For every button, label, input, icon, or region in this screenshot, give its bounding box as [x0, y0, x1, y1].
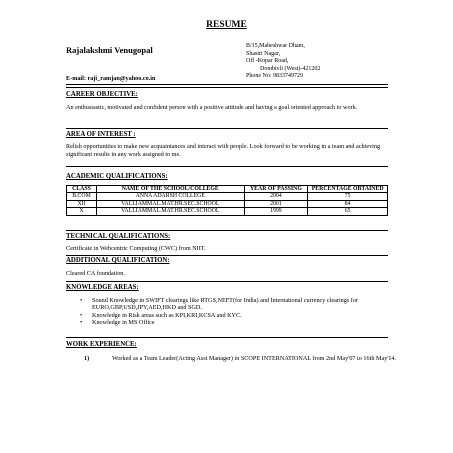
work-experience-heading: WORK EXPERIENCE: [66, 341, 137, 348]
technical-text: Certificate in Webcentric Computing (CWC) from NIIT. [66, 245, 206, 252]
table-cell: B.COM [67, 193, 97, 200]
section-divider [66, 255, 388, 256]
candidate-name: Rajalakshmi Venugopal [66, 45, 153, 55]
table-cell: VALLIAMMAL.MAT.HR.SEC.SCHOOL [96, 208, 244, 215]
email-line: E-mail: raji_ramjan@yahoo.co.in [66, 75, 156, 82]
list-item [80, 312, 400, 319]
bullet-icon: • [80, 311, 83, 319]
table-cell: 2004 [244, 193, 308, 200]
table-cell: XII [67, 200, 97, 207]
technical-heading: TECHNICAL QUALIFICATIONS: [66, 233, 171, 240]
academic-heading: ACADEMIC QUALIFICATIONS: [66, 173, 168, 180]
area-of-interest-heading: AREA OF INTEREST : [66, 131, 136, 138]
address-line: Off -Kopar Road, [246, 58, 289, 64]
table-header-row [67, 186, 388, 193]
list-item [80, 297, 400, 312]
list-item-text: Knowledge in MS Office [92, 319, 155, 327]
table-cell: 2001 [244, 200, 308, 207]
knowledge-list [80, 297, 400, 327]
academic-table [66, 185, 388, 216]
section-divider [66, 230, 388, 231]
address-line: Shastri Nagar, [246, 50, 281, 57]
address-block [246, 43, 320, 81]
work-item-number: 1) [84, 355, 90, 362]
section-divider [66, 281, 388, 282]
work-item [84, 355, 404, 363]
table-cell: 1999 [244, 208, 308, 215]
additional-heading: ADDITIONAL QUALIFICATION: [66, 257, 170, 264]
table-cell: 75 [308, 193, 388, 200]
bullet-icon: • [80, 319, 83, 327]
area-of-interest-text: Relish opportunities to make new acquaintances and interact with people. Look forward to be working in a team and achieving significant results in any work assigned to me. [66, 143, 381, 158]
list-item-text: Sound Knowledge in SWIFT clearings like RTGS,NEFT(for India) and International currency clearings for EURO,GBP,USD,JPY,AED,HKD and SGD. [92, 297, 359, 312]
career-objective-text: An enthusiastic, motivated and confident person with a positive attitude and having a goal oriented approach to work. [66, 104, 358, 111]
resume-title: RESUME [206, 20, 247, 30]
knowledge-heading: KNOWLEDGE AREAS: [66, 284, 139, 291]
table-cell: 65 [308, 208, 388, 215]
table-row [67, 193, 388, 200]
section-divider [66, 128, 388, 129]
column-header: PERCENTAGE OBTAINED [308, 186, 388, 193]
address-line: B/15,Maheshwar Dham, [246, 43, 305, 49]
table-cell: X [67, 208, 97, 215]
column-header: YEAR OF PASSING [244, 186, 308, 193]
list-item-text: Knowledge in Risk areas such as KPI,KRI,KCSA and KYC. [92, 311, 242, 319]
bullet-icon: • [80, 297, 83, 304]
section-divider [66, 337, 388, 338]
column-header: NAME OF THE SCHOOL/COLLEGE [96, 186, 244, 193]
work-item-text: Worked as a Team Leader(Acting Asst Manager) in SCOPE INTERNATIONAL from 2nd May'07 to 16th May'14. [112, 355, 397, 362]
table-cell: 84 [308, 200, 388, 207]
header-divider [66, 84, 388, 88]
section-divider [66, 166, 388, 167]
table-row [67, 200, 388, 207]
address-line: Dombivli (West)-421202 [260, 65, 321, 72]
table-cell: VALLIAMMAL.MAT.HR.SEC.SCHOOL [96, 200, 244, 207]
career-objective-heading: CAREER OBJECTIVE: [66, 91, 138, 98]
phone-line: Phone No: 9833749729 [246, 73, 303, 79]
table-cell: ANNA ADARSH COLLEGE [96, 193, 244, 200]
additional-text: Cleared CA foundation. [66, 270, 125, 277]
list-item [80, 319, 400, 326]
column-header: CLASS [67, 186, 97, 193]
table-row [67, 208, 388, 215]
